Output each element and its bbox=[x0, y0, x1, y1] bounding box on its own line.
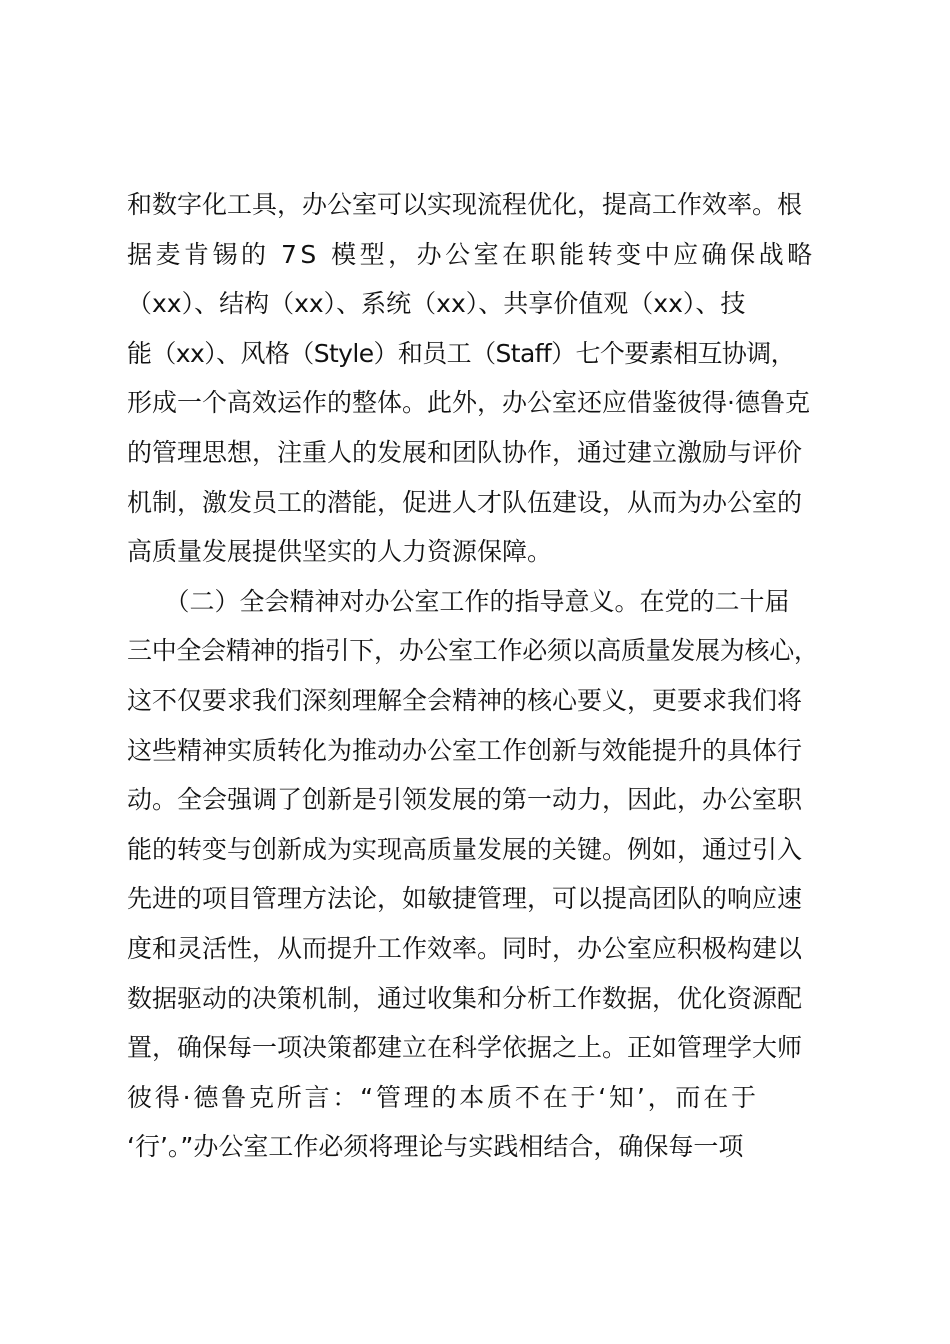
text-line: 这不仅要求我们深刻理解全会精神的核心要义，更要求我们将 bbox=[127, 685, 803, 715]
text-line: 高质量发展提供坚实的人力资源保障。 bbox=[127, 537, 553, 567]
text-line: 先进的项目管理方法论，如敏捷管理，可以提高团队的响应速 bbox=[127, 884, 803, 914]
text-line: 据麦肯锡的 7S 模型，办公室在职能转变中应确保战略 bbox=[127, 239, 816, 269]
text-line: 机制，激发员工的潜能，促进人才队伍建设，从而为办公室的 bbox=[127, 487, 803, 517]
text-line: 形成一个高效运作的整体。此外，办公室还应借鉴彼得·德鲁克 bbox=[127, 388, 810, 418]
text-line: 数据驱动的决策机制，通过收集和分析工作数据，优化资源配 bbox=[127, 983, 803, 1013]
text-line: 能的转变与创新成为实现高质量发展的关键。例如，通过引入 bbox=[127, 834, 803, 864]
text-line: 置，确保每一项决策都建立在科学依据之上。正如管理学大师 bbox=[127, 1033, 803, 1063]
body-text bbox=[127, 180, 837, 1172]
text-line: 彼得·德鲁克所言：“管理的本质不在于‘知’，而在于 bbox=[127, 1082, 759, 1112]
text-line: 动。全会强调了创新是引领发展的第一动力，因此，办公室职 bbox=[127, 785, 803, 815]
text-line: 度和灵活性，从而提升工作效率。同时，办公室应积极构建以 bbox=[127, 933, 803, 963]
text-line: （xx）、结构（xx）、系统（xx）、共享价值观（xx）、技 bbox=[127, 289, 746, 319]
text-line: ‘行’。”办公室工作必须将理论与实践相结合，确保每一项 bbox=[127, 1132, 744, 1162]
text-line: 三中全会精神的指引下，办公室工作必须以高质量发展为核心， bbox=[127, 636, 819, 666]
text-line: 这些精神实质转化为推动办公室工作创新与效能提升的具体行 bbox=[127, 735, 803, 765]
text-line: 和数字化工具，办公室可以实现流程优化，提高工作效率。根 bbox=[127, 190, 803, 219]
text-line: 的管理思想，注重人的发展和团队协作，通过建立激励与评价 bbox=[127, 437, 803, 467]
text-line: （二）全会精神对办公室工作的指导意义。在党的二十届 bbox=[127, 586, 790, 616]
text-line: 能（xx）、风格（Style）和员工（Staff）七个要素相互协调， bbox=[127, 338, 796, 368]
